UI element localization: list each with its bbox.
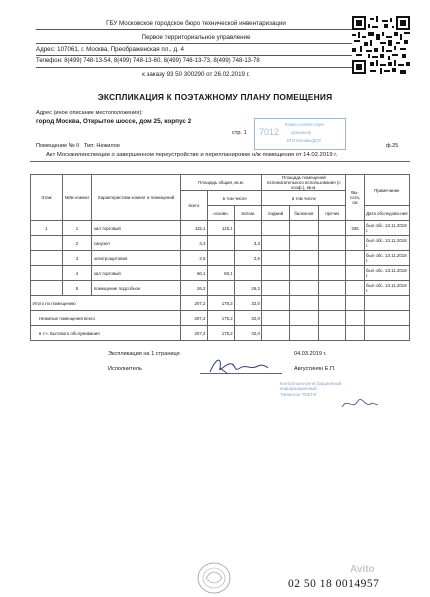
cell-balcony [289, 221, 319, 236]
cell-height [346, 236, 364, 251]
cell-desc: помещение подсобное [92, 281, 181, 296]
cell-main [207, 236, 234, 251]
th-incl2: в том числе [262, 191, 346, 206]
cell-desc: зал торговый [92, 221, 181, 236]
pages-count: Экспликация на 1 странице [108, 351, 180, 357]
cell-loggia [262, 281, 289, 296]
totals-main: 175,2 [207, 311, 234, 326]
cell-height [346, 281, 364, 296]
header-rule-3 [36, 55, 356, 56]
form-serial-number: 02 50 18 0014957 [288, 578, 380, 590]
cell-total: 26,2 [180, 281, 207, 296]
th-floor: Этаж [31, 175, 63, 221]
empty-cell [346, 296, 364, 311]
empty-cell [364, 311, 409, 326]
th-incl: в том числе [207, 191, 261, 206]
premise-number: Помещение № II [36, 143, 80, 149]
th-balcony: балконов [289, 206, 319, 221]
table-body [31, 221, 410, 341]
empty-cell [289, 311, 319, 326]
cell-loggia [262, 251, 289, 266]
order-ref: к заказу 93 50 300290 от 26.02.2019 г. [142, 71, 250, 78]
table-row [31, 281, 410, 296]
cell-floor [31, 281, 63, 296]
totals-row [31, 296, 410, 311]
cell-room: 1 [62, 221, 92, 236]
totals-total: 207,2 [180, 296, 207, 311]
th-all: всего [180, 191, 207, 221]
th-characteristics: Характеристики комнат и помещений [92, 175, 181, 221]
cell-aux: 26,2 [235, 281, 262, 296]
cell-other [319, 281, 346, 296]
cell-main [207, 251, 234, 266]
cell-total: 2,5 [180, 251, 207, 266]
seal-signature-icon [340, 395, 380, 413]
cell-balcony [289, 266, 319, 281]
cell-aux [235, 266, 262, 281]
empty-cell [319, 326, 346, 341]
document-title: ЭКСПЛИКАЦИЯ К ПОЭТАЖНОМУ ПЛАНУ ПОМЕЩЕНИЯ [97, 92, 333, 102]
table-row [31, 266, 410, 281]
th-main: основн. [207, 206, 234, 221]
org-name: ГБУ Московское городское бюро технической инвентаризации [106, 20, 286, 27]
th-aux: вспом. [235, 206, 262, 221]
org-address: Адрес: 107061, г. Москва, Преображенская пл., д. 4 [36, 46, 184, 53]
header-rule-2 [36, 43, 356, 44]
th-aux-area: Площадь помещений вспомогательного использования (с коэф.), кв.м. [262, 175, 346, 191]
totals-row [31, 311, 410, 326]
table-row [31, 221, 410, 236]
totals-total: 207,2 [180, 326, 207, 341]
th-room-no: №№ комнат [62, 175, 92, 221]
cell-height [346, 251, 364, 266]
empty-cell [289, 296, 319, 311]
empty-cell [262, 311, 289, 326]
header-rule-1 [36, 29, 356, 30]
seal-line-2: информационный [280, 386, 317, 392]
cell-desc: электрощитовая [92, 251, 181, 266]
totals-label: в т.ч. Бытового обслуживания [31, 326, 181, 341]
header-rule-4 [36, 67, 356, 68]
signature-icon [206, 354, 272, 378]
cell-note: был обс. 13.11.2018 г. [364, 251, 409, 266]
cell-total: 3,3 [180, 236, 207, 251]
act-reference: Акт Москжилинспекции о завершенном переустройстве и перепланировке н/ж помещения от 14.02.2019 г. [46, 152, 338, 158]
stamp-line-3: БТИ Москвы/ДГИ [287, 138, 321, 143]
address-value: город Москва, Открытое шоссе, дом 25, корпус 2 [36, 118, 192, 125]
cell-balcony [289, 251, 319, 266]
cell-total: 115,1 [180, 221, 207, 236]
empty-cell [346, 326, 364, 341]
stamp-line-1: Копия соответствует [285, 122, 325, 127]
footer-date: 04.03.2019 г. [294, 351, 327, 357]
cell-aux: 3,3 [235, 236, 262, 251]
qr-code-icon [352, 16, 410, 74]
empty-cell [364, 326, 409, 341]
cell-other [319, 266, 346, 281]
building-label: стр. 1 [232, 130, 247, 136]
empty-cell [364, 296, 409, 311]
totals-total: 207,2 [180, 311, 207, 326]
cell-other [319, 236, 346, 251]
seal-line-3: Таганское ТОБТИ [280, 391, 316, 397]
cell-note: был обс. 13.11.2018 г. [364, 221, 409, 236]
cell-other [319, 221, 346, 236]
cell-note: был обс. 13.11.2018 г. [364, 266, 409, 281]
cell-note: был обс. 13.11.2018 г. [364, 236, 409, 251]
cell-note: был обс. 13.11.2018 г. [364, 281, 409, 296]
org-phones: Телефон: 8(499) 748-13-54, 8(499) 748-13-60, 8(499) 748-13-73, 8(499) 748-13-78 [36, 58, 260, 64]
premise-type: Тип: Нежилое [84, 143, 120, 149]
th-height: Вы-сота, см [346, 175, 364, 221]
security-emblem-icon [196, 560, 232, 594]
totals-label: Итого по помещению [31, 296, 181, 311]
th-area-total: Площадь общая, кв.м. [180, 175, 262, 191]
cell-height: 335 [346, 221, 364, 236]
cell-loggia [262, 221, 289, 236]
empty-cell [319, 296, 346, 311]
form-number: ф.25 [386, 143, 399, 149]
stamp-line-2: оригиналу [291, 130, 312, 135]
avito-watermark: Avito [350, 564, 375, 575]
cell-main: 60,1 [207, 266, 234, 281]
registration-seal [280, 381, 384, 415]
table-row [31, 251, 410, 266]
cell-desc: санузел [92, 236, 181, 251]
table-row [31, 236, 410, 251]
totals-main: 175,2 [207, 296, 234, 311]
cell-height [346, 266, 364, 281]
stamp-number: 7012 [259, 127, 280, 137]
cell-balcony [289, 281, 319, 296]
seal-line-1: Контрольно-регистрационный [280, 381, 342, 386]
totals-label: Нежилые помещения всего [31, 311, 181, 326]
executor-name: Августинян Е.П. [294, 366, 336, 372]
th-note: Примечание [364, 175, 409, 206]
cell-room: 5 [62, 281, 92, 296]
th-loggia: лоджий [262, 206, 289, 221]
cell-main [207, 281, 234, 296]
empty-cell [346, 311, 364, 326]
totals-row [31, 326, 410, 341]
empty-cell [319, 311, 346, 326]
cell-floor [31, 266, 63, 281]
act-rule [30, 161, 410, 162]
cell-loggia [262, 236, 289, 251]
cell-desc: зал торговый [92, 266, 181, 281]
totals-main: 175,2 [207, 326, 234, 341]
cell-floor: 1 [31, 221, 63, 236]
totals-aux: 32,0 [235, 326, 262, 341]
cell-loggia [262, 266, 289, 281]
cell-main: 115,1 [207, 221, 234, 236]
explication-table [30, 174, 410, 341]
copy-stamp [254, 118, 346, 150]
department: Первое территориальное управление [141, 34, 251, 41]
empty-cell [289, 326, 319, 341]
totals-aux: 32,0 [235, 296, 262, 311]
cell-aux [235, 221, 262, 236]
cell-room: 3 [62, 251, 92, 266]
cell-total: 60,1 [180, 266, 207, 281]
address-label: Адрес (иное описание местоположения): [36, 110, 143, 116]
th-date: Дата обследова-ния [364, 206, 409, 221]
cell-aux: 2,5 [235, 251, 262, 266]
empty-cell [262, 296, 289, 311]
cell-floor [31, 236, 63, 251]
cell-room: 2 [62, 236, 92, 251]
cell-balcony [289, 236, 319, 251]
executor-label: Исполнитель [108, 366, 142, 372]
cell-other [319, 251, 346, 266]
cell-room: 4 [62, 266, 92, 281]
th-other: прочих [319, 206, 346, 221]
empty-cell [262, 326, 289, 341]
cell-floor [31, 251, 63, 266]
totals-aux: 32,0 [235, 311, 262, 326]
